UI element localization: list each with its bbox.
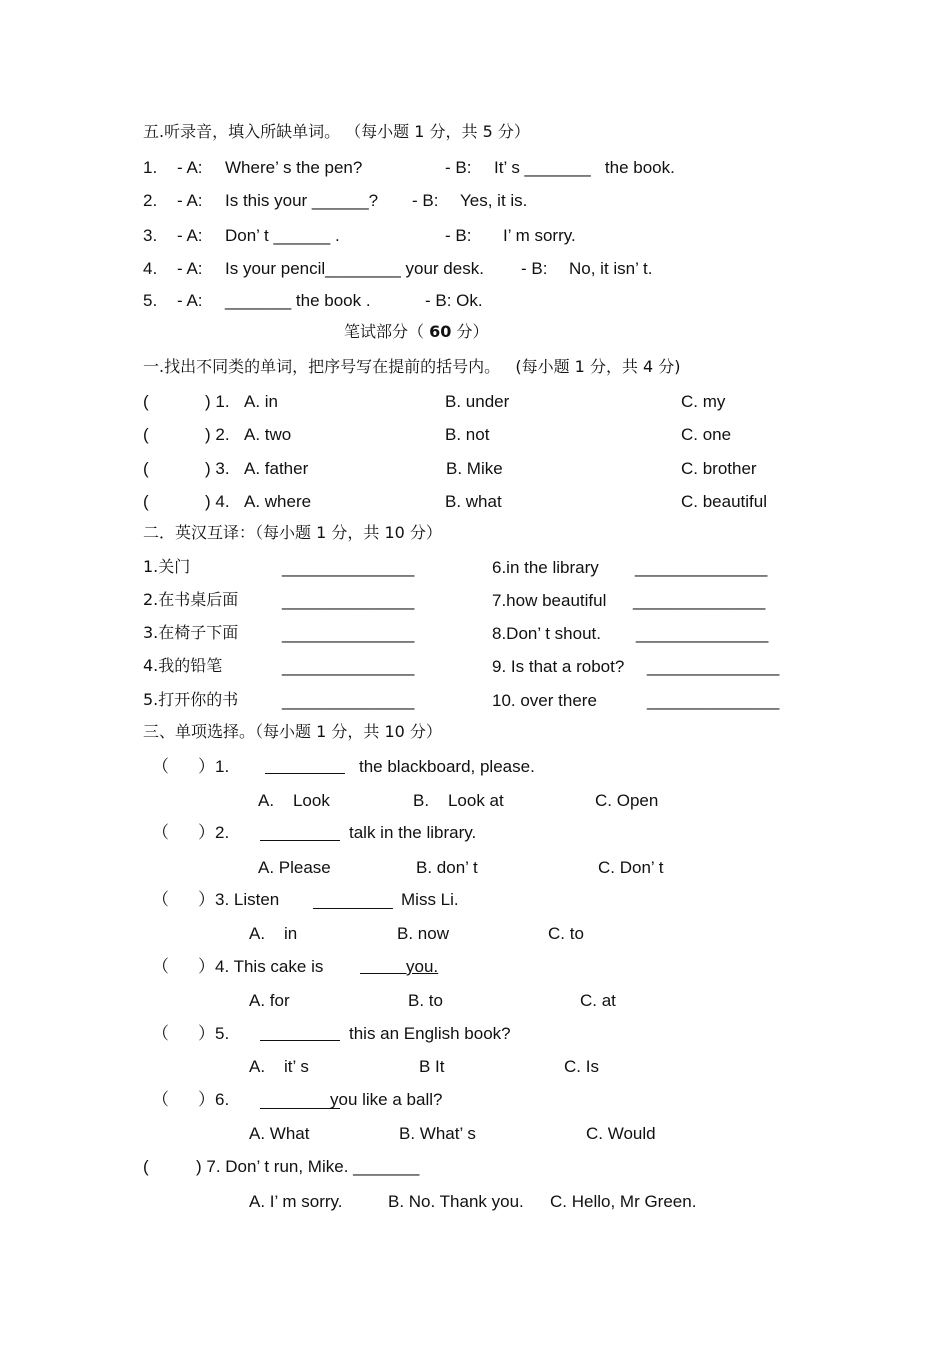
s2-left-blank-4: ______________ — [282, 657, 415, 676]
s3-q5-c: C. Is — [564, 1057, 599, 1076]
s3-q4-stem: you. — [406, 957, 439, 976]
s3-q2-num: ）2. — [198, 823, 230, 842]
s1-item1-b: B. under — [445, 392, 510, 411]
s2-right-blank-9: ______________ — [647, 657, 780, 676]
section1-title: 一.找出不同类的单词，把序号写在提前的括号内。 (每小题 1 分，共 4 分) — [143, 357, 681, 376]
s1-item3-paren: ( — [143, 459, 149, 478]
s3-q2-b: B. don’ t — [416, 858, 478, 877]
s2-left-blank-1: ______________ — [282, 558, 415, 577]
s3-q4-paren: （ — [152, 957, 169, 976]
s2-left-3: 3.在椅子下面 — [143, 623, 239, 642]
s1-item4-c: C. beautiful — [681, 492, 767, 511]
s3-q5-blank — [260, 1040, 340, 1041]
s3-q6-a: A. What — [249, 1124, 310, 1143]
s3-q3-c: C. to — [548, 924, 584, 943]
s3-q4-b: B. to — [408, 991, 443, 1010]
s3-q5-paren: （ — [152, 1024, 169, 1043]
written-part-heading — [344, 324, 488, 340]
s5-item3-b-label: - B: — [445, 226, 472, 245]
s3-q7-b: B. No. Thank you. — [388, 1192, 524, 1211]
s1-item3-a: A. father — [244, 459, 309, 478]
s2-right-blank-8: ______________ — [636, 624, 769, 643]
s1-item3-b: B. Mike — [446, 459, 503, 478]
s2-left-blank-2: ______________ — [282, 591, 415, 610]
s3-q7-paren: ( — [143, 1157, 149, 1176]
s3-q3-stem: Miss Li. — [401, 890, 459, 909]
s3-q2-paren: （ — [152, 823, 169, 842]
s3-q2-a: A. Please — [258, 858, 331, 877]
written-score: 60 — [429, 322, 452, 341]
s5-item3-a-label: - A: — [177, 226, 203, 245]
s1-item1-num: ) 1. — [205, 392, 230, 411]
s1-item3-c: C. brother — [681, 459, 757, 478]
s2-left-blank-3: ______________ — [282, 624, 415, 643]
s5-item2-b-text: Yes, it is. — [460, 191, 528, 210]
s2-right-6: 6.in the library — [492, 558, 599, 577]
s3-q5-b: B It — [419, 1057, 445, 1076]
s5-item1-b-label: - B: — [445, 158, 472, 177]
s2-left-5: 5.打开你的书 — [143, 690, 239, 709]
s5-item5-a-text: _______ the book . — [225, 291, 371, 310]
s3-q6-b: B. What’ s — [399, 1124, 476, 1143]
s5-item3-num: 3. — [143, 226, 158, 245]
s1-item2-paren: ( — [143, 425, 149, 444]
s5-item5-num: 5. — [143, 291, 158, 310]
s5-item5-b-text: - B: Ok. — [425, 291, 483, 310]
s3-q2-c: C. Don’ t — [598, 858, 664, 877]
s1-item4-a: A. where — [244, 492, 312, 511]
s3-q4-c: C. at — [580, 991, 616, 1010]
s5-item2-a-text: Is this your ______? — [225, 191, 379, 210]
s3-q6-paren: （ — [152, 1090, 169, 1109]
s2-right-7: 7.how beautiful — [492, 591, 607, 610]
s5-item2-num: 2. — [143, 191, 158, 210]
s5-item4-b-label: - B: — [521, 259, 548, 278]
s5-item2-b-label: - B: — [412, 191, 439, 210]
s1-item1-paren: ( — [143, 392, 149, 411]
s3-q1-paren: （ — [152, 757, 169, 776]
s5-item2-a-label: - A: — [177, 191, 203, 210]
s2-right-blank-7: ______________ — [633, 591, 766, 610]
s3-q3-a: A. in — [249, 924, 298, 943]
s5-item3-a-text: Don’ t ______ . — [225, 226, 340, 245]
s3-q7-a: A. I’ m sorry. — [249, 1192, 343, 1211]
s5-item1-a-text: Where’ s the pen? — [225, 158, 363, 177]
s5-item3-b-text: I’ m sorry. — [503, 226, 576, 245]
s1-item4-num: ) 4. — [205, 492, 230, 511]
section3-title: 三、单项选择。（每小题 1 分，共 10 分） — [143, 722, 442, 741]
s3-q6-num: ）6. — [198, 1090, 230, 1109]
s5-item4-a-label: - A: — [177, 259, 203, 278]
s3-q6-blank — [260, 1108, 340, 1109]
s2-left-2: 2.在书桌后面 — [143, 590, 239, 609]
s3-q7-c: C. Hello, Mr Green. — [550, 1192, 697, 1211]
s1-item4-b: B. what — [445, 492, 502, 511]
s5-item1-b-text: It’ s _______ the book. — [494, 158, 675, 177]
s5-item1-num: 1. — [143, 158, 158, 177]
s3-q4-a: A. for — [249, 991, 290, 1010]
s3-q5-num: ）5. — [198, 1024, 230, 1043]
written-suffix: 分） — [456, 322, 489, 341]
s3-q1-a: A. Look — [258, 791, 330, 810]
s3-q3-paren: （ — [152, 890, 169, 909]
s3-q3-b: B. now — [397, 924, 449, 943]
s5-item4-b-text: No, it isn’ t. — [569, 259, 653, 278]
s1-item2-num: ) 2. — [205, 425, 230, 444]
s2-left-1: 1.关门 — [143, 557, 191, 576]
s5-item4-num: 4. — [143, 259, 158, 278]
s2-right-9: 9. Is that a robot? — [492, 657, 625, 676]
s3-q1-b: B. Look at — [413, 791, 504, 810]
s3-q1-c: C. Open — [595, 791, 659, 810]
s3-q2-blank — [260, 840, 340, 841]
s2-right-8: 8.Don’ t shout. — [492, 624, 601, 643]
s1-item3-num: ) 3. — [205, 459, 230, 478]
s3-q4-num: ）4. This cake is — [198, 957, 324, 976]
s2-right-blank-6: ______________ — [635, 558, 768, 577]
s1-item2-a: A. two — [244, 425, 292, 444]
written-prefix: 笔试部分（ — [344, 322, 425, 341]
s3-q3-blank — [313, 908, 393, 909]
s3-q6-c: C. Would — [586, 1124, 656, 1143]
s2-right-blank-10: ______________ — [647, 691, 780, 710]
s3-q3-num: ）3. Listen — [198, 890, 280, 909]
section5-title: 五.听录音，填入所缺单词。 （每小题 1 分，共 5 分） — [143, 122, 530, 141]
s3-q1-num: ）1. — [198, 757, 230, 776]
s3-q4-blank — [360, 973, 406, 974]
s1-item1-a: A. in — [244, 392, 279, 411]
s3-q1-stem: the blackboard, please. — [359, 757, 535, 776]
s3-q7-stem: ) 7. Don’ t run, Mike. _______ — [196, 1157, 420, 1176]
s5-item5-a-label: - A: — [177, 291, 203, 310]
s1-item1-c: C. my — [681, 392, 726, 411]
s2-left-4: 4.我的铅笔 — [143, 656, 223, 675]
s3-q6-stem: you like a ball? — [330, 1090, 443, 1109]
s1-item2-c: C. one — [681, 425, 732, 444]
s3-q5-stem: this an English book? — [349, 1024, 511, 1043]
s1-item2-b: B. not — [445, 425, 490, 444]
s3-q2-stem: talk in the library. — [349, 823, 477, 842]
s3-q5-a: A. it’ s — [249, 1057, 309, 1076]
s3-q1-blank — [265, 773, 345, 774]
s5-item4-a-text: Is your pencil________ your desk. — [225, 259, 484, 278]
section2-title: 二．英汉互译：（每小题 1 分，共 10 分） — [143, 523, 442, 542]
s2-right-10: 10. over there — [492, 691, 597, 710]
s1-item4-paren: ( — [143, 492, 149, 511]
s5-item1-a-label: - A: — [177, 158, 203, 177]
s2-left-blank-5: ______________ — [282, 691, 415, 710]
